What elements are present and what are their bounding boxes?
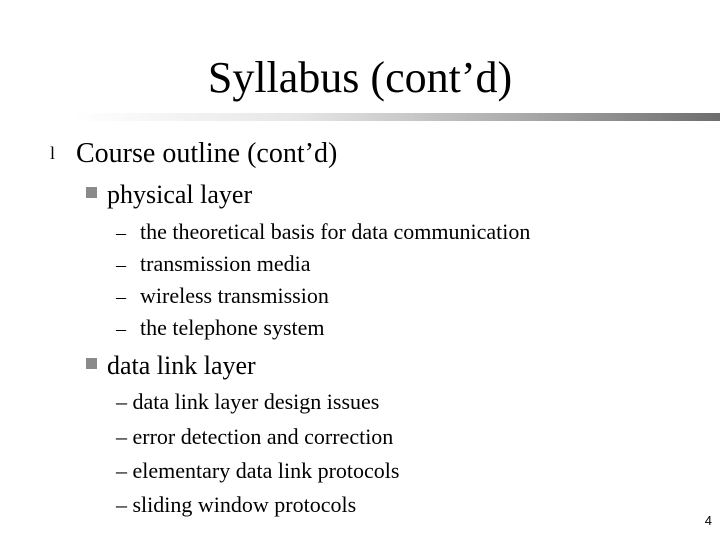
dash-marker: – <box>116 254 126 276</box>
physical-item: transmission media <box>140 251 311 276</box>
bullet-data-link-layer <box>86 351 256 381</box>
page-number: 4 <box>704 513 712 528</box>
physical-item: the telephone system <box>140 315 325 340</box>
bullet-l-marker: l <box>50 143 56 163</box>
title-divider <box>72 113 720 121</box>
datalink-item: – sliding window protocols <box>116 492 357 517</box>
physical-item: the theoretical basis for data communication <box>140 219 531 244</box>
slide-title: Syllabus (cont’d) <box>207 53 513 102</box>
data-link-layer-label: data link layer <box>107 351 256 380</box>
course-outline-text: Course outline (cont’d) <box>76 138 338 169</box>
square-bullet-icon <box>86 358 97 369</box>
bullet-course-outline <box>50 136 337 171</box>
square-bullet-icon <box>86 187 97 198</box>
dash-marker: – <box>116 222 126 244</box>
bullet-physical-layer <box>86 180 252 210</box>
physical-item: wireless transmission <box>140 283 329 308</box>
datalink-item: – elementary data link protocols <box>116 458 400 483</box>
datalink-item: – error detection and correction <box>116 424 394 449</box>
dash-marker: – <box>116 318 126 340</box>
physical-layer-label: physical layer <box>107 180 253 209</box>
dash-marker: – <box>116 286 126 308</box>
datalink-item: – data link layer design issues <box>116 389 380 414</box>
